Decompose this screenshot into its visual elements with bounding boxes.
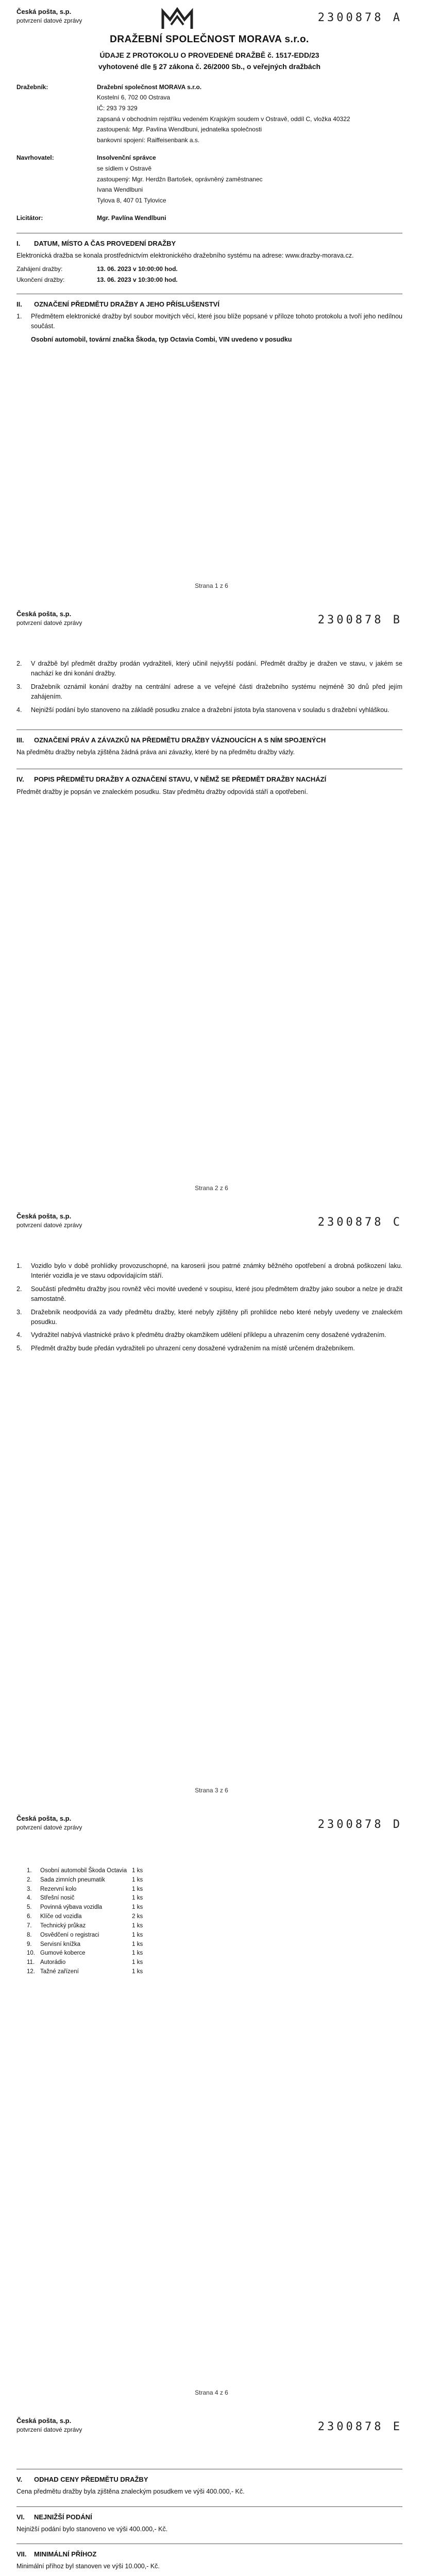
item-quantity: 1 ks <box>132 1941 143 1947</box>
item-row <box>27 1912 148 1922</box>
company-note: potvrzení datové zprávy <box>16 619 82 626</box>
item-number: 9. <box>27 1941 32 1947</box>
section-3-title: III. OZNAČENÍ PRÁV A ZÁVAZKŮ NA PŘEDMĚTU DRAŽBY VÁZNOUCÍCH A S NÍM SPOJENÝCH <box>16 736 326 744</box>
item-quantity: 1 ks <box>132 1904 143 1911</box>
page-header <box>16 7 82 25</box>
page-footer: Strana 2 z 6 <box>195 1184 228 1192</box>
section-7-text: Minimální příhoz byl stanoven ve výši 10.000,- Kč. <box>16 2563 160 2570</box>
licitator-row: Licitátor: Mgr. Pavlína Wendlbuni <box>16 214 166 222</box>
clause: 2. Součástí předmětu dražby jsou rovněž věci movité uvedené v soupisu, které jsou předmětem dražby jako soubor a nelze je dražit samostatně. <box>16 1285 402 1303</box>
item-name: Sada zimních pneumatik <box>40 1876 105 1883</box>
auction-times: Zahájení dražby: 13. 06. 2023 v 10:00:00 hod. Ukončení dražby: 13. 06. 2023 v 10:30:00 hod. <box>16 265 178 284</box>
item-name: Rezervní kolo <box>40 1886 77 1892</box>
company-name: Česká pošta, s.p. <box>16 1212 72 1220</box>
item-quantity: 1 ks <box>132 1895 143 1902</box>
item-row <box>27 1885 148 1894</box>
item-number: 2. <box>27 1876 32 1883</box>
item-row <box>27 1922 148 1931</box>
item-number: 3. <box>27 1886 32 1892</box>
record-number: 2300878 D <box>317 1818 402 1831</box>
page-2 <box>0 602 423 1205</box>
item-name: Autorádio <box>40 1959 66 1966</box>
section-2-clause-1: 1. Předmětem elektronické dražby byl soubor movitých věcí, které jsou blíže popsané v příloze tohoto protokolu a tvoří jeho nedílnou součást. <box>16 312 402 330</box>
items-table <box>27 1867 148 1977</box>
item-row <box>27 1949 148 1958</box>
item-row <box>27 1940 148 1950</box>
section-5-title: V. ODHAD CENY PŘEDMĚTU DRAŽBY <box>16 2476 148 2483</box>
section-1-text: Elektronická dražba se konala prostřednictvím elektronického dražebního systému na adrese: www.drazby-morava.cz. <box>16 252 354 260</box>
office-title: DRAŽEBNÍ SPOLEČNOST MORAVA s.r.o. <box>110 34 309 45</box>
item-name: Gumové koberce <box>40 1950 86 1957</box>
record-number: 2300878 A <box>317 11 402 24</box>
item-number: 8. <box>27 1931 32 1938</box>
item-quantity: 1 ks <box>132 1876 143 1883</box>
company-name: Česká pošta, s.p. <box>16 8 72 15</box>
page-3 <box>0 1205 423 1807</box>
section-4-title: IV. POPIS PŘEDMĚTU DRAŽBY A OZNAČENÍ STAVU, V NĚMŽ SE PŘEDMĚT DRAŽBY NACHÁZÍ <box>16 775 327 784</box>
item-row <box>27 1958 148 1968</box>
company-name: Česká pošta, s.p. <box>16 2417 72 2425</box>
record-number: 2300878 E <box>317 2420 402 2433</box>
item-number: 10. <box>27 1950 35 1957</box>
item-name: Servisní knížka <box>40 1941 80 1947</box>
section-6-title: VI. NEJNIŽŠÍ PODÁNÍ <box>16 2513 92 2521</box>
item-number: 6. <box>27 1913 32 1920</box>
item-row <box>27 1903 148 1912</box>
party-proposer: Navrhovatel: Insolvenční správce se sídlem v Ostravě zastoupený: Mgr. Herdžn Bartošek, oprávněný zaměstnanec Ivana Wendlbuni Tylova 8, 407 01 Tylovice <box>16 154 263 204</box>
page-1 <box>0 0 423 602</box>
item-number: 11. <box>27 1959 35 1966</box>
company-note: potvrzení datové zprávy <box>16 16 82 24</box>
company-note: potvrzení datové zprávy <box>16 2426 82 2433</box>
record-number: 2300878 B <box>317 614 402 626</box>
page-footer: Strana 3 z 6 <box>195 1787 228 1794</box>
item-quantity: 1 ks <box>132 1959 143 1966</box>
page-footer: Strana 1 z 6 <box>195 582 228 590</box>
company-logo <box>159 4 196 33</box>
clause: 3. Dražebník neodpovídá za vady předmětu dražby, které nebyly zjištěny při prohlídce nebo které nebyly uvedeny ve znaleckém posudku. <box>16 1308 402 1326</box>
item-quantity: 2 ks <box>132 1913 143 1920</box>
page-header <box>16 1212 82 1229</box>
company-name: Česká pošta, s.p. <box>16 1815 72 1822</box>
section-4-text: Předmět dražby je popsán ve znaleckém posudku. Stav předmětu dražby odpovídá stáří a opotřebení. <box>16 788 308 795</box>
record-number: 2300878 C <box>317 1216 402 1229</box>
page-header <box>16 609 82 627</box>
item-number: 4. <box>27 1895 32 1902</box>
item-row <box>27 1968 148 1977</box>
item-row <box>27 1931 148 1940</box>
item-quantity: 1 ks <box>132 1968 143 1975</box>
item-quantity: 1 ks <box>132 1931 143 1938</box>
clause: 4. Vydražitel nabývá vlastnické právo k předmětu dražby okamžikem udělení příklepu a uhrazením ceny dosažené vydražením. <box>16 1331 386 1339</box>
item-name: Povinná výbava vozidla <box>40 1904 103 1911</box>
document-title: ÚDAJE Z PROTOKOLU O PROVEDENÉ DRAŽBĚ č. 1517-EDD/23 <box>99 51 319 60</box>
item-row <box>27 1894 148 1903</box>
page-4 <box>0 1807 423 2409</box>
item-row <box>27 1867 148 1876</box>
section-2-title: II. OZNAČENÍ PŘEDMĚTU DRAŽBY A JEHO PŘÍSLUŠENSTVÍ <box>16 300 219 308</box>
section-6-text: Nejnižší podání bylo stanoveno ve výši 400.000,- Kč. <box>16 2525 168 2533</box>
item-number: 12. <box>27 1968 35 1975</box>
section-5-text: Cena předmětu dražby byla zjištěna znaleckým posudkem ve výši 400.000,- Kč. <box>16 2488 245 2496</box>
item-quantity: 1 ks <box>132 1886 143 1892</box>
page-header <box>16 2416 82 2434</box>
vehicle-description: Osobní automobil, tovární značka Škoda, typ Octavia Combi, VIN uvedeno v posudku <box>31 335 292 343</box>
item-row <box>27 1876 148 1885</box>
clause: 2. V dražbě byl předmět dražby prodán vydražiteli, který učinil nejvyšší podání. Předmět dražby je dražen ve stavu, v jakém se nachází ke dni konání dražby. <box>16 660 402 677</box>
item-number: 5. <box>27 1904 32 1911</box>
clause: 4. Nejnižší podání bylo stanoveno na základě posudku znalce a dražební jistota byla stanovena v souladu s dražební vyhláškou. <box>16 706 390 714</box>
document-subtitle: vyhotovené dle § 27 zákona č. 26/2000 Sb., o veřejných dražbách <box>98 62 321 71</box>
page-footer: Strana 4 z 6 <box>195 2389 228 2397</box>
item-name: Osvědčení o registraci <box>40 1931 99 1938</box>
item-name: Střešní nosič <box>40 1895 75 1902</box>
item-number: 1. <box>27 1868 32 1874</box>
item-quantity: 1 ks <box>132 1922 143 1929</box>
item-name: Tažné zařízení <box>40 1968 79 1975</box>
clause: 1. Vozidlo bylo v době prohlídky provozuschopné, na karoserii jsou patrné známky běžného opotřebení a drobná poškození laku. Interiér vozidla je ve stavu odpovídajícím stáří. <box>16 1262 402 1280</box>
clause: 3. Dražebník oznámil konání dražby na centrální adrese a ve veřejné části dražebního systému nejméně 30 dnů před jejím zahájením. <box>16 683 402 701</box>
page-5 <box>0 2409 423 2576</box>
page-header <box>16 1814 82 1832</box>
item-name: Technický průkaz <box>40 1922 86 1929</box>
item-quantity: 1 ks <box>132 1950 143 1957</box>
company-note: potvrzení datové zprávy <box>16 1823 82 1831</box>
item-name: Osobní automobil Škoda Octavia <box>40 1868 127 1874</box>
section-3-text: Na předmětu dražby nebyla zjištěna žádná práva ani závazky, které by na předmětu dražby vázly. <box>16 749 295 756</box>
clause: 5. Předmět dražby bude předán vydražiteli po uhrazení ceny dosažené vydražením na místě určeném dražebníkem. <box>16 1344 355 1352</box>
item-name: Klíče od vozidla <box>40 1913 82 1920</box>
section-7-title: VII. MINIMÁLNÍ PŘÍHOZ <box>16 2550 97 2558</box>
company-name: Česká pošta, s.p. <box>16 610 72 618</box>
company-note: potvrzení datové zprávy <box>16 1221 82 1229</box>
item-quantity: 1 ks <box>132 1868 143 1874</box>
item-number: 7. <box>27 1922 32 1929</box>
section-1-title: I. DATUM, MÍSTO A ČAS PROVEDENÍ DRAŽBY <box>16 239 176 247</box>
party-auctioneer: Dražebník: Dražební společnost MORAVA s.r.o. Kostelní 6, 702 00 Ostrava IČ: 293 79 329 zapsaná v obchodním rejstříku vedeném Krajským soudem v Ostravě, oddíl C, vložka 40322 zastoupená: Mgr. Pavlína Wendlbuni, jednatelka společnosti bankovní spojení: Raiffeisenbank a.s. <box>16 83 350 144</box>
